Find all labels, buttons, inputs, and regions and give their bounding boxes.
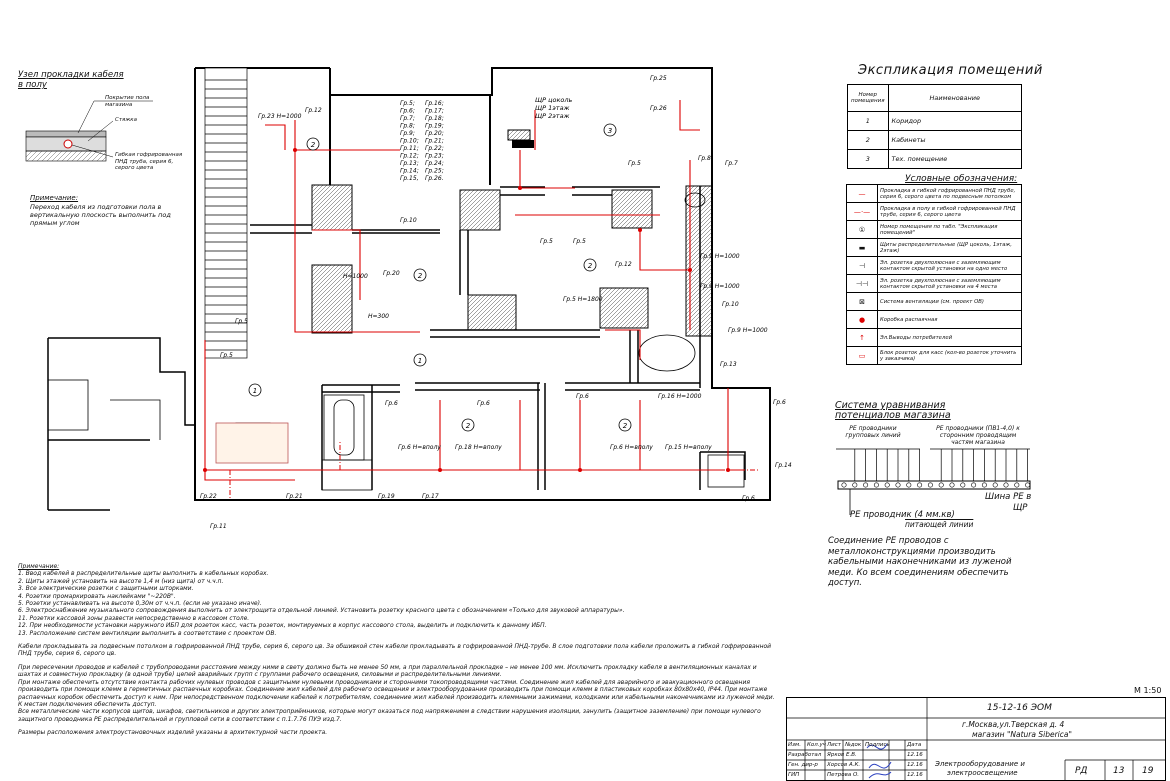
equip-title xyxy=(835,401,951,421)
pe-label-1: PE проводник (4 мм.кв) xyxy=(850,510,955,520)
sheet-count: 19 xyxy=(1142,766,1154,776)
group-label: Гр.5; xyxy=(400,100,415,107)
note-paragraph: При пересечении проводов и кабелей с трубопроводами расстояние между ними в свету должно быть не менее 50 мм, а при параллельной прокладке – не менее 100 мм. Исключить прокладку кабеля в вентиляционных каналах и шахтах и совместную прокладку (в одной трубе) цепей аварийных групп с группами рабочего освещения, силовыми и распределительными линиями. xyxy=(18,663,757,679)
node-note-title: Примечание: xyxy=(30,194,79,202)
group-label: Гр.10; xyxy=(400,137,419,145)
legend-text: Щиты распределительные (ЩР цоколь, 1этаж, 2этаж) xyxy=(878,239,1022,257)
plan-tag: Гр.6 xyxy=(773,399,786,406)
explication-num: 1 xyxy=(848,112,889,131)
legend-title: Условные обозначения: xyxy=(905,174,1018,184)
group-label: Гр.21; xyxy=(425,137,444,145)
group-label: Гр.15, xyxy=(400,175,419,182)
plan-tag: Гр.16 H=1000 xyxy=(658,393,702,400)
explication-name: Тех. помещение xyxy=(888,150,1021,169)
plan-tag: Гр.25 xyxy=(650,75,667,82)
note-paragraph: При монтаже обеспечить отсутствие контакта рабочих нулевых проводов с защитными нулевыми проводниками и сторонними токопроводящими частями. Соединение жил кабелей для аварийного и эвакуационного освещения производить при помощи клемм в герметичных распаечных коробках. Соединение жил кабелей для рабочего освещения и электрооборудования производить при помощи клемм в пластиковых коробках 80х80х40, IP44. При монтаже распаечных коробок обеспечить доступ к ним. При непосредственном подключении кабелей к потребителям, соединение жил кабелей производить клеммными зажимами, колодками или кабельными наконечниками из луженой меди. К местам подключения обеспечить доступ. xyxy=(18,678,775,708)
equip-right-label: PE проводники (ПВ1-4,0) к сторонним проводящим частям магазина xyxy=(936,425,1020,446)
stage: РД xyxy=(1075,766,1088,776)
pe-label-2: питающей линии xyxy=(905,520,974,529)
stamp-person: Хорсов А.К. xyxy=(827,762,861,768)
legend-symbol: ⊣ xyxy=(847,257,878,275)
node-label-pipe: Гибкая гофрированная ПНД труба, серия 6, серого цвета xyxy=(115,152,183,171)
legend-symbol: ↑ xyxy=(847,329,878,347)
room-marker: 2 xyxy=(465,422,471,430)
bus-label-1: Шина PE в xyxy=(985,492,1032,502)
bus-terminal xyxy=(993,483,997,487)
room-marker: 2 xyxy=(417,272,423,280)
plan-tag: Гр.6 xyxy=(385,400,398,407)
legend-text: Эл. розетка двухполюсная с заземляющим контактом скрытой установки на 4 места xyxy=(878,275,1022,293)
bus-terminal xyxy=(939,483,943,487)
note-item: 2. Щиты этажей установить на высоте 1,4 м (низ щита) от ч.ч.п. xyxy=(18,577,224,585)
node-label-floor: Покрытие пола магазина xyxy=(105,95,150,108)
note-paragraph: Все металлические части корпусов щитов, шкафов, светильников и других электроприёмников, которые могут оказаться под напряжением в следствии нарушения изоляции, занулить (защитное заземление) при помощи нулевого защитного проводника PE распределительной и групповой сети в соответствии с п.1.7.76 ПУЭ изд.7. xyxy=(18,708,761,723)
note-item: 6. Электроснабжение музыкального сопровождения выполнить от электрощита отдельной линией. Установить розетку красного цвета с обозначением «Только для звуковой аппаратуры». xyxy=(18,607,625,615)
explication-title: Экспликация помещений xyxy=(858,63,1043,78)
sheet-number: 13 xyxy=(1113,766,1125,776)
stamp-role: Разработал xyxy=(788,752,822,758)
plan-tag: Гр.6 xyxy=(742,495,755,502)
bus-terminal xyxy=(961,483,965,487)
plan-tag: Гр.12 xyxy=(615,261,632,268)
legend-symbol: —·— xyxy=(847,203,878,221)
legend-symbol: ▭ xyxy=(847,347,878,365)
plan-tag: Гр.5 xyxy=(220,352,233,359)
plan-tag: Гр.6 H=вполу xyxy=(398,444,441,451)
legend-text: Коробка распаячная xyxy=(878,311,1022,329)
project-code: 15-12-16 ЭОМ xyxy=(987,703,1052,713)
legend-symbol: ① xyxy=(847,221,878,239)
group-label: Гр.23; xyxy=(425,152,444,160)
group-label: Гр.16; xyxy=(425,100,444,107)
note-item: 3. Все электрические розетки с защитными шторками. xyxy=(18,585,194,593)
note-item: 13. Расположение систем вентиляции выполнить в соответствие с проектом ОВ. xyxy=(18,629,277,637)
stamp-header: Подпись xyxy=(865,742,890,748)
plan-tag: Гр.7 xyxy=(725,160,738,167)
legend-table xyxy=(846,184,1022,365)
floor-plan xyxy=(40,60,800,550)
legend-symbol: ▬ xyxy=(847,239,878,257)
plan-tag: Гр.22 xyxy=(200,493,217,500)
panel-label: ЩР цоколь xyxy=(535,96,573,104)
plan-tag: Гр.9 H=1000 xyxy=(700,253,740,260)
explication-name: Коридор xyxy=(888,112,1021,131)
room-marker: 1 xyxy=(417,357,423,365)
bus-terminal xyxy=(863,483,867,487)
group-label: Гр.7; xyxy=(400,115,415,122)
project-address: г.Москва,ул.Тверская д. 4 xyxy=(962,720,1065,729)
plan-tag: Гр.10 xyxy=(400,217,417,224)
stamp-date: 12.16 xyxy=(907,772,923,778)
node-note: Переход кабеля из подготовки пола в вертикальную плоскость выполнить под прямым углом xyxy=(30,203,171,227)
plan-tag: Гр.19 xyxy=(378,493,395,500)
equip-title-line2: потенциалов магазина xyxy=(835,410,951,421)
plan-tag: Гр.9 H=1000 xyxy=(728,327,768,334)
equip-left-label: PE проводники групповых линий xyxy=(845,425,901,439)
legend-text: Эл.Выводы потребителей xyxy=(878,329,1022,347)
bus-terminal xyxy=(1015,483,1019,487)
group-label: Гр.18; xyxy=(425,115,444,122)
plan-tag: Гр.9 H=1000 xyxy=(700,283,740,290)
group-label: Гр.19; xyxy=(425,122,444,130)
stamp-date: 12.16 xyxy=(907,752,923,758)
room-marker: 2 xyxy=(310,141,316,149)
explication-col-num: Номер помещения xyxy=(848,85,889,112)
stamp-role: Ген. дир-р xyxy=(788,762,818,768)
plan-tag: Гр.20 xyxy=(383,270,400,277)
bus-terminal xyxy=(853,483,857,487)
legend-text: Блок розеток для касс (кол-во розеток уточнить у заказчика) xyxy=(878,347,1022,365)
bus-terminal xyxy=(896,483,900,487)
node-title: Узел прокладки кабеля в полу xyxy=(18,70,124,90)
group-label: Гр.11; xyxy=(400,145,419,152)
group-label: Гр.26. xyxy=(425,175,444,182)
bus-terminal xyxy=(917,483,921,487)
group-label: Гр.24; xyxy=(425,160,444,167)
project-shop: магазин "Natura Siberica" xyxy=(972,730,1072,739)
legend-symbol: ⊣⊣ xyxy=(847,275,878,293)
group-label: Гр.22; xyxy=(425,145,444,152)
plan-tag: Гр.14 xyxy=(775,462,792,469)
plan-tag: Гр.26 xyxy=(650,105,667,112)
plan-tag: Гр.5 xyxy=(628,160,641,167)
sheet-title-2: электроосвещение xyxy=(947,769,1018,777)
room-marker: 2 xyxy=(587,262,593,270)
plan-tag: Гр.8 xyxy=(698,155,711,162)
bus-terminal xyxy=(1004,483,1008,487)
note-paragraph: Кабели прокладывать за подвесным потолком в гофрированной ПНД трубе, серия 6, серого цв. За обшивкой стен кабели прокладывать в гофрированной ПНД-трубе. В слое подготовки пола кабели проложить в гибкой гофрированной ПНД трубе, серия 6, серого цв. xyxy=(18,643,772,658)
bus-terminal xyxy=(885,483,889,487)
node-label-screed: Стяжка xyxy=(115,117,137,123)
bus-label-2: ЩР xyxy=(1013,503,1028,513)
plan-tag: Гр.18 H=вполу xyxy=(455,444,502,451)
stamp-person: Петрова О. xyxy=(827,772,860,778)
group-label: Гр.14; xyxy=(400,167,419,175)
group-label: Гр.20; xyxy=(425,130,444,137)
bus-terminal xyxy=(907,483,911,487)
bus-terminal xyxy=(950,483,954,487)
explication-name: Кабинеты xyxy=(888,131,1021,150)
legend-text: Номер помещения по табл. "Экспликация помещений" xyxy=(878,221,1022,239)
panel-label: ЩР 1этаж xyxy=(535,104,570,112)
plan-tag: Гр.17 xyxy=(422,493,439,500)
group-label: Гр.17; xyxy=(425,107,444,115)
stamp-header: Изм. xyxy=(788,742,801,748)
plan-tag: Гр.6 H=вполу xyxy=(610,444,653,451)
stamp-header: Дата xyxy=(907,742,922,748)
bus-terminal xyxy=(971,483,975,487)
note-paragraph: Размеры расположения электроустановочных изделий указаны в архитектурной части проекта. xyxy=(18,729,328,737)
stamp-role: ГИП xyxy=(788,772,800,778)
explication-num: 2 xyxy=(848,131,889,150)
plan-tag: H=1000 xyxy=(343,273,368,280)
bus-terminal xyxy=(842,483,846,487)
legend-text: Прокладка в полу в гибкой гофрированной ПНД трубе, серия 6, серого цвета xyxy=(878,203,1022,221)
plan-tag: Гр.6 xyxy=(576,393,589,400)
group-label: Гр.8; xyxy=(400,122,415,130)
bus-terminal xyxy=(1025,483,1029,487)
plan-tag: Гр.6 xyxy=(477,400,490,407)
plan-tag: H=300 xyxy=(368,313,389,320)
plan-tag: Гр.23 H=1000 xyxy=(258,113,302,120)
panel-label: ЩР 2этаж xyxy=(535,112,570,120)
pe-connection-note: Соединение PE проводов с металлоконструкциями производить кабельными наконечниками из луженой меди. Ко всем соединениям обеспечить доступ. xyxy=(828,536,1012,588)
equip-title-line1: Система уравнивания xyxy=(835,400,946,411)
plan-tag: Гр.5 xyxy=(573,238,586,245)
note-item: 11. Розетки кассовой зоны развести непосредственно в кассовом столе. xyxy=(18,614,250,622)
group-label: Гр.9; xyxy=(400,130,415,137)
stamp-person: Ярков Е.В. xyxy=(827,752,857,758)
explication-num: 3 xyxy=(848,150,889,169)
legend-text: Эл. розетка двухполюсная с заземляющим контактом скрытой установки на одно место xyxy=(878,257,1022,275)
legend-text: Система вентиляции (см. проект ОВ) xyxy=(878,293,1022,311)
plan-tag: Гр.21 xyxy=(286,493,303,500)
plan-tag: Гр.13 xyxy=(720,361,737,368)
sheet-title-1: Электрооборудование и xyxy=(935,760,1025,768)
plan-tag: Гр.5 H=1800 xyxy=(563,296,603,303)
scale-label: М 1:50 xyxy=(1134,686,1162,695)
note-item: 1. Ввод кабелей в распределительные щиты выполнить в кабельных коробах. xyxy=(18,570,269,578)
group-label: Гр.25; xyxy=(425,167,444,175)
group-label: Гр.13; xyxy=(400,160,419,167)
bus-terminal xyxy=(928,483,932,487)
room-marker: 3 xyxy=(607,127,613,135)
plan-tag: Гр.12 xyxy=(305,107,322,114)
bus-terminal xyxy=(874,483,878,487)
explication-table xyxy=(847,84,1022,169)
legend-symbol: — xyxy=(847,185,878,203)
group-label: Гр.6; xyxy=(400,107,415,115)
stamp-header: №док xyxy=(845,742,862,748)
plan-tag: Гр.11 xyxy=(210,523,227,530)
explication-col-name: Наименование xyxy=(888,85,1021,112)
note-item: 5. Розетки устанавливать на высоте 0,30м от ч.ч.п. (если не указано иначе). xyxy=(18,600,262,608)
plan-tag: Гр.15 H=вполу xyxy=(665,444,712,451)
pe-bus-diagram xyxy=(830,445,1040,520)
plan-tag: Гр.5 xyxy=(540,238,553,245)
note-item: 4. Розетки промаркировать наклейками "~220В". xyxy=(18,592,176,600)
note-item: 12. При необходимости установки наружного ИБП для розеток касс, часть розеток, монтируемых в корпус кассового стола, выделить и подключить к данному ИБП. xyxy=(18,622,547,630)
room-marker: 1 xyxy=(252,387,258,395)
plan-tag: Гр.10 xyxy=(722,301,739,308)
group-label: Гр.12; xyxy=(400,152,419,160)
legend-text: Прокладка в гибкой гофрированной ПНД трубе, серия 6, серого цвета по подвесным потолком xyxy=(878,185,1022,203)
legend-symbol: ⊠ xyxy=(847,293,878,311)
stamp-header: Лист xyxy=(827,742,841,748)
legend-symbol: ● xyxy=(847,311,878,329)
bus-terminal xyxy=(982,483,986,487)
room-marker: 2 xyxy=(622,422,628,430)
plan-tag: Гр.5 xyxy=(235,318,248,325)
stamp-date: 12.16 xyxy=(907,762,923,768)
title-block xyxy=(786,697,1166,781)
notes-title: Примечание: xyxy=(18,563,60,570)
general-notes xyxy=(18,563,778,737)
stamp-header: Кол.уч xyxy=(807,742,827,748)
